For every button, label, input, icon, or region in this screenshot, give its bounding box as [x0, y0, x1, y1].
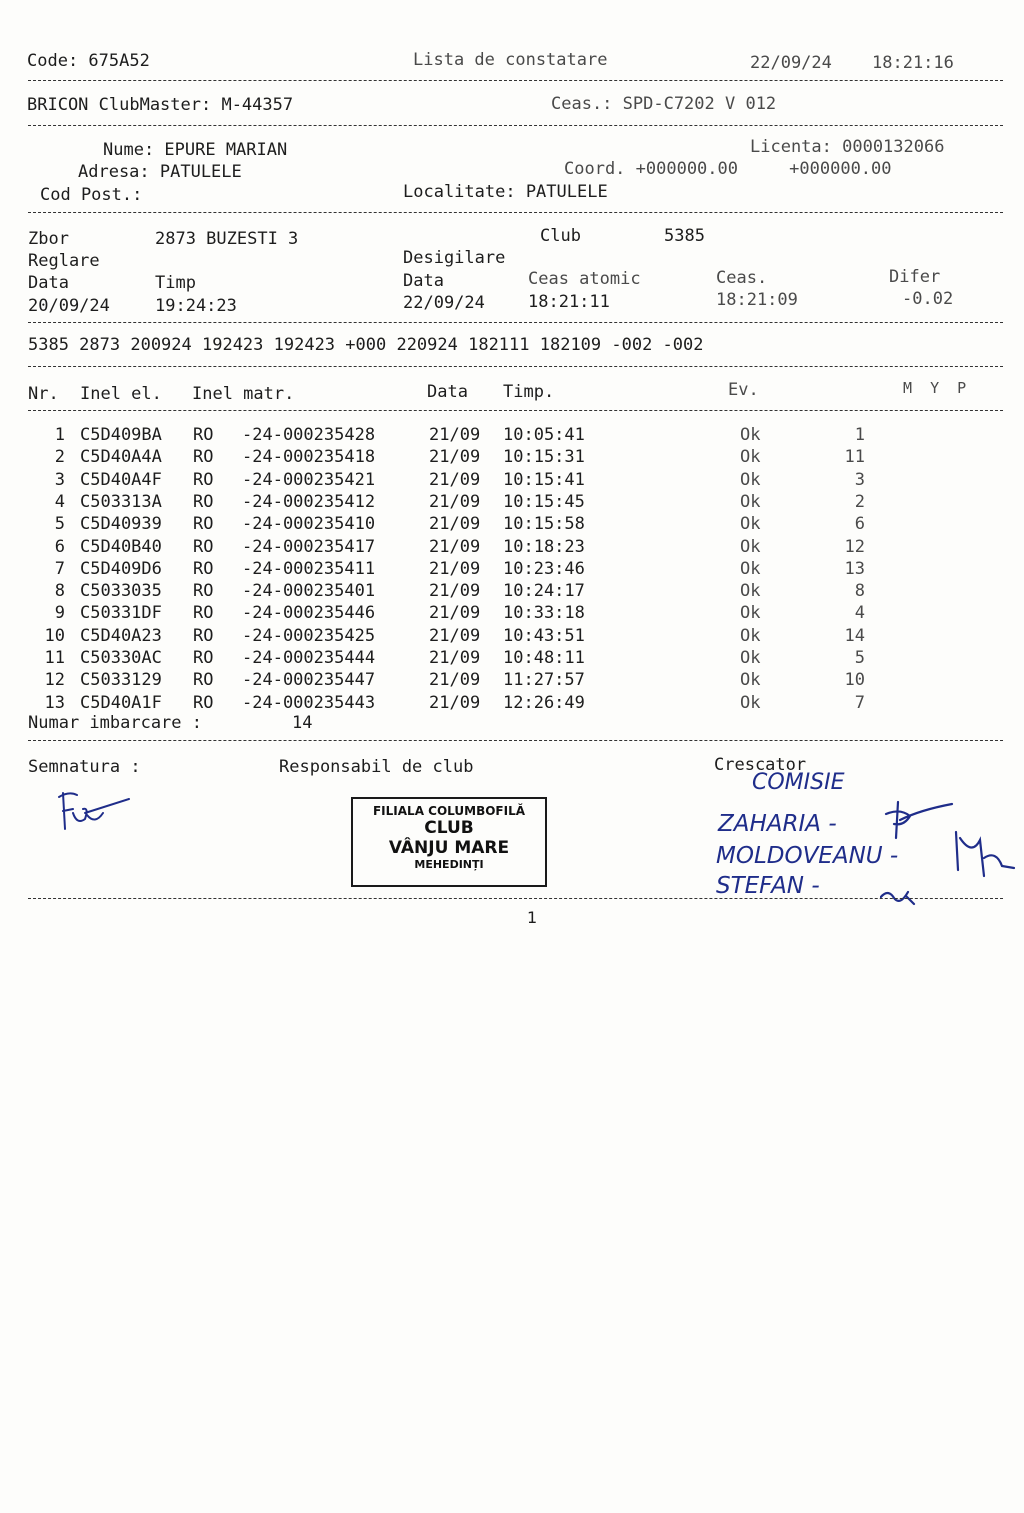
row-nr: 7: [54, 558, 65, 579]
responsabil-label: Responsabil de club: [279, 757, 474, 777]
postal-code: Cod Post.:: [40, 185, 143, 205]
row-country: RO: [193, 692, 214, 713]
row-mark: 12: [844, 536, 865, 557]
row-country: RO: [193, 491, 214, 512]
row-mark: 3: [854, 469, 865, 490]
row-date: 21/09: [429, 603, 481, 624]
table-row: [0, 558, 1024, 580]
reglare-label: Reglare: [28, 251, 100, 271]
club-stamp: [351, 797, 547, 887]
separator: [28, 212, 1003, 213]
signature-mark: [55, 785, 135, 835]
table-row: [0, 625, 1024, 647]
row-country: RO: [193, 670, 214, 691]
table-row: [0, 602, 1024, 624]
row-inel-el: C50331DF: [80, 603, 162, 624]
coordinates: Coord. +000000.00 +000000.00: [564, 159, 892, 179]
row-inel-matr: -24-000235417: [242, 536, 376, 557]
clock-id: Ceas.: SPD-C7202 V 012: [551, 94, 777, 114]
table-row: [0, 424, 1024, 446]
stamp-line2: CLUB: [424, 818, 474, 838]
handwriting-name2: MOLDOVEANU -: [716, 843, 899, 869]
difer-value: -0.02: [902, 289, 954, 309]
row-inel-el: C5D40A4F: [80, 469, 162, 490]
table-row: [0, 692, 1024, 714]
row-date: 21/09: [429, 558, 481, 579]
timp-label: Timp: [155, 273, 196, 293]
row-time: 10:15:45: [503, 491, 585, 512]
row-inel-matr: -24-000235418: [242, 447, 376, 468]
row-date: 21/09: [429, 648, 481, 668]
semnatura-label: Semnatura :: [28, 757, 141, 777]
col-inel-el: Inel el.: [80, 384, 162, 404]
row-nr: 1: [54, 425, 65, 445]
row-time: 10:18:23: [503, 536, 585, 557]
stamp-line1: FILIALA COLUMBOFILĂ: [372, 804, 526, 818]
club-master: BRICON ClubMaster: M-44357: [27, 95, 294, 115]
row-time: 12:26:49: [503, 692, 585, 713]
row-inel-el: C5033129: [80, 670, 162, 691]
table-row: [0, 647, 1024, 669]
row-inel-matr: -24-000235412: [242, 491, 376, 512]
row-inel-matr: -24-000235446: [242, 603, 376, 624]
crescator-label: Crescator: [714, 755, 807, 775]
separator: [28, 80, 1003, 81]
row-ev: Ok: [740, 603, 761, 624]
row-inel-matr: -24-000235443: [242, 692, 376, 713]
row-time: 10:24:17: [503, 581, 585, 602]
row-date: 21/09: [429, 670, 481, 691]
row-date: 21/09: [429, 447, 481, 468]
row-inel-el: C503313A: [80, 491, 162, 512]
atomic-time: 18:21:11: [528, 292, 610, 312]
row-country: RO: [193, 447, 214, 468]
header-time: 18:21:16: [872, 53, 954, 73]
row-inel-el: C5D40B40: [80, 536, 162, 557]
row-date: 21/09: [429, 536, 481, 557]
row-ev: Ok: [740, 536, 761, 557]
table-row: [0, 491, 1024, 513]
row-inel-matr: -24-000235421: [242, 469, 376, 490]
row-inel-el: C5D409BA: [80, 425, 162, 445]
table-row: [0, 446, 1024, 468]
row-ev: Ok: [740, 447, 761, 468]
desigilare-label: Desigilare: [403, 248, 506, 268]
row-time: 10:23:46: [503, 558, 585, 579]
row-nr: 11: [44, 648, 65, 668]
desig-date: 22/09/24: [403, 293, 485, 313]
page-number: 1: [527, 908, 538, 927]
row-nr: 9: [54, 603, 65, 624]
row-nr: 2: [54, 447, 65, 468]
row-nr: 3: [54, 469, 65, 490]
owner-address: Adresa: PATULELE: [78, 162, 242, 182]
handwriting-name1: ZAHARIA -: [718, 811, 837, 837]
row-nr: 13: [44, 692, 65, 713]
numar-imbarcare-value: 14: [292, 713, 313, 733]
row-ev: Ok: [740, 648, 761, 668]
difer-label: Difer: [889, 267, 941, 287]
row-time: 10:15:58: [503, 514, 585, 535]
locality: Localitate: PATULELE: [403, 182, 608, 202]
row-date: 21/09: [429, 581, 481, 602]
stamp-line4: MEHEDINȚI: [414, 858, 484, 871]
row-inel-matr: -24-000235401: [242, 581, 376, 602]
ceas-atomic-label: Ceas atomic: [528, 269, 641, 289]
row-nr: 6: [54, 536, 65, 557]
row-country: RO: [193, 581, 214, 602]
club-value: 5385: [664, 226, 705, 246]
row-country: RO: [193, 558, 214, 579]
row-mark: 8: [854, 581, 865, 602]
col-inel-matr: Inel matr.: [192, 384, 295, 404]
row-date: 21/09: [429, 425, 481, 445]
row-time: 11:27:57: [503, 670, 585, 691]
licence: Licenta: 0000132066: [750, 137, 945, 157]
row-date: 21/09: [429, 514, 481, 535]
row-inel-el: C5D40A1F: [80, 692, 162, 713]
handwriting-commission: COMISIE: [752, 770, 845, 795]
row-ev: Ok: [740, 491, 761, 512]
row-inel-matr: -24-000235410: [242, 514, 376, 535]
row-nr: 5: [54, 514, 65, 535]
row-inel-matr: -24-000235428: [242, 425, 376, 445]
row-mark: 2: [854, 491, 865, 512]
row-nr: 8: [54, 581, 65, 602]
row-date: 21/09: [429, 491, 481, 512]
col-nr: Nr.: [28, 384, 59, 404]
row-mark: 14: [844, 625, 865, 646]
separator: [28, 410, 1003, 411]
col-myp: M Y P: [903, 379, 967, 397]
row-time: 10:48:11: [503, 648, 585, 668]
row-inel-matr: -24-000235411: [242, 558, 376, 579]
row-mark: 11: [844, 447, 865, 468]
col-data: Data: [427, 382, 468, 402]
row-country: RO: [193, 469, 214, 490]
zbor-label: Zbor: [28, 229, 69, 249]
handwriting-name3: STEFAN -: [716, 873, 820, 899]
document-title: Lista de constatare: [413, 50, 608, 70]
row-ev: Ok: [740, 425, 761, 445]
separator: [28, 322, 1003, 323]
club-label: Club: [540, 226, 581, 246]
separator: [28, 366, 1003, 367]
row-country: RO: [193, 425, 214, 445]
row-inel-el: C5033035: [80, 581, 162, 602]
row-inel-matr: -24-000235447: [242, 670, 376, 691]
row-mark: 5: [854, 648, 865, 668]
row-date: 21/09: [429, 469, 481, 490]
ceas-label: Ceas.: [716, 268, 768, 288]
row-inel-el: C5D40939: [80, 514, 162, 535]
table-row: [0, 469, 1024, 491]
col-timp: Timp.: [503, 382, 555, 402]
row-ev: Ok: [740, 558, 761, 579]
stamp-line3: VÂNJU MARE: [388, 838, 510, 858]
row-mark: 13: [844, 558, 865, 579]
row-ev: Ok: [740, 692, 761, 713]
row-mark: 7: [854, 692, 865, 713]
table-row: [0, 536, 1024, 558]
row-inel-el: C5D40A23: [80, 625, 162, 646]
row-ev: Ok: [740, 469, 761, 490]
code-label: Code: 675A52: [27, 51, 150, 71]
clock-time: 18:21:09: [716, 290, 798, 310]
separator: [28, 898, 1003, 899]
row-country: RO: [193, 514, 214, 535]
separator: [28, 125, 1003, 126]
row-date: 21/09: [429, 625, 481, 646]
table-row: [0, 513, 1024, 535]
zbor-value: 2873 BUZESTI 3: [155, 229, 299, 249]
row-ev: Ok: [740, 514, 761, 535]
reglare-date: 20/09/24: [28, 296, 110, 316]
row-inel-matr: -24-000235444: [242, 648, 376, 668]
data-label: Data: [28, 273, 69, 293]
table-row: [0, 669, 1024, 691]
row-country: RO: [193, 603, 214, 624]
row-mark: 10: [844, 670, 865, 691]
row-time: 10:15:31: [503, 447, 585, 468]
row-nr: 12: [44, 670, 65, 691]
signatures-scribble: [880, 780, 1020, 920]
numar-imbarcare-label: Numar imbarcare :: [28, 713, 202, 733]
row-inel-el: C5D40A4A: [80, 447, 162, 468]
row-ev: Ok: [740, 670, 761, 691]
owner-name: Nume: EPURE MARIAN: [103, 140, 288, 160]
row-time: 10:05:41: [503, 425, 585, 445]
header-date: 22/09/24: [750, 53, 832, 73]
reglare-time: 19:24:23: [155, 296, 237, 316]
code-line: 5385 2873 200924 192423 192423 +000 220924 182111 182109 -002 -002: [28, 335, 704, 355]
row-nr: 10: [44, 625, 65, 646]
row-inel-el: C5D409D6: [80, 558, 162, 579]
row-country: RO: [193, 625, 214, 646]
row-time: 10:15:41: [503, 469, 585, 490]
row-inel-matr: -24-000235425: [242, 625, 376, 646]
row-inel-el: C50330AC: [80, 648, 162, 668]
separator: [28, 740, 1003, 741]
row-time: 10:43:51: [503, 625, 585, 646]
col-ev: Ev.: [728, 380, 759, 400]
desig-data-label: Data: [403, 271, 444, 291]
row-mark: 1: [854, 425, 865, 445]
row-ev: Ok: [740, 625, 761, 646]
table-row: [0, 580, 1024, 602]
row-mark: 4: [854, 603, 865, 624]
row-country: RO: [193, 648, 214, 668]
row-country: RO: [193, 536, 214, 557]
row-mark: 6: [854, 514, 865, 535]
row-date: 21/09: [429, 692, 481, 713]
row-nr: 4: [54, 491, 65, 512]
row-time: 10:33:18: [503, 603, 585, 624]
row-ev: Ok: [740, 581, 761, 602]
